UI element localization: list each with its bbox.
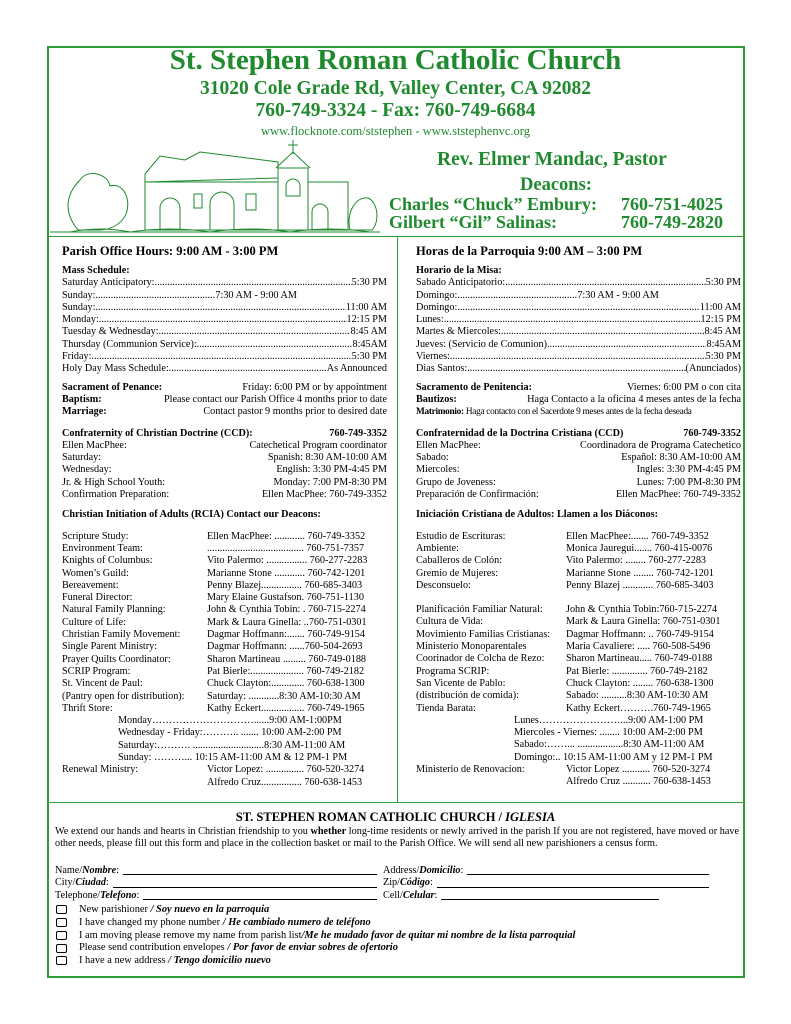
item-value: ...................................... 760-751-7357: [207, 542, 365, 554]
item-label: Confirmation Preparation:: [62, 489, 170, 501]
thrift-hours-line: Miercoles - Viernes: ........ 10:00 AM-2:00 PM: [514, 727, 703, 739]
item-label: St. Vincent de Paul:: [62, 678, 143, 690]
item-value: Catechetical Program coordinator: [249, 439, 387, 451]
leader-dots: [95, 290, 215, 302]
mass-day: Jueves: (Servicio de Comunion): [416, 338, 547, 350]
item-value: Vito Palermo: ................ 760-277-2283: [207, 555, 368, 567]
item-label: Women’s Guild:: [62, 567, 129, 579]
mass-day: Saturday Anticipatory:: [62, 277, 155, 289]
form-divider: [47, 802, 745, 803]
leader-dots: [95, 302, 345, 314]
mass-day: Thursday (Communion Service):: [62, 338, 197, 350]
checkbox-option[interactable]: [56, 917, 575, 930]
marriage-label-es: Matrimonio:: [416, 407, 464, 418]
leader-dots: [457, 302, 699, 314]
city-field[interactable]: City/ Ciudad :: [55, 877, 383, 889]
mass-time: 5:30 PM: [705, 277, 741, 289]
leader-dots: [91, 351, 351, 363]
ministries-list: [62, 531, 387, 715]
list-item: [416, 690, 741, 702]
office-hours-es: Horas de la Parroquia 9:00 AM – 3:00 PM: [416, 244, 643, 258]
list-item: [416, 703, 741, 715]
form-checkboxes: [56, 904, 575, 968]
list-item: [62, 464, 387, 476]
item-value: Ellen MacPhee: 760-749-3352: [261, 489, 387, 501]
renewal-contact-1-es: Victor Lopez ........... 760-520-3274: [566, 763, 711, 775]
item-value: Dagmar Hoffmann: ......760-504-2693: [207, 641, 363, 653]
item-value: Penny Blazej ............ 760-685-3403: [566, 579, 714, 591]
option-text-es: / Tengo domicilio nuevo: [168, 955, 271, 967]
baptism-label-es: Bautizos:: [416, 393, 457, 405]
marriage-text-es: Haga contacto con el Sacerdote 9 meses antes de la fecha deseada: [465, 407, 692, 418]
mass-time: 5:30 PM: [351, 351, 387, 363]
item-label: Single Parent Ministry:: [62, 641, 158, 653]
church-websites[interactable]: www.flocknote.com/ststephen - www.ststephenvc.org: [261, 124, 530, 138]
office-hours: Parish Office Hours: 9:00 AM - 3:00 PM: [62, 244, 279, 258]
penance-label-es: Sacramento de Penitencia:: [416, 381, 532, 393]
leader-dots: [547, 339, 706, 351]
item-value: Sharon Martineau ......... 760-749-0188: [207, 653, 367, 665]
list-item: [416, 568, 741, 580]
item-value: Penny Blazej................ 760-685-3403: [207, 579, 363, 591]
form-intro: We extend our hands and hearts in Christian friendship to you whether long-time residents or newly arrived in the parish If you are not registered, have moved or have other needs, please fill out this form and place in the collection basket or mail to the Parish Office. We will send all new parishioners a census form.: [55, 826, 739, 850]
ccd-phone[interactable]: 760-749-3352: [329, 427, 387, 439]
list-item: [62, 580, 387, 592]
mass-row: [416, 314, 741, 326]
list-item: [416, 440, 741, 452]
item-label: Gremio de Mujeres:: [416, 567, 499, 579]
item-label: Ministerio Monoparentales: [416, 641, 527, 653]
item-value: Ingles: 3:30 PM-4:45 PM: [636, 464, 741, 476]
ccd-title-es: Confraternidad de la Doctrina Cristiana (CCD): [416, 427, 624, 439]
item-label: (Pantry open for distribution):: [62, 690, 185, 702]
item-value: Mark & Laura Ginella: 760-751-0301: [566, 616, 721, 628]
mass-time: 12:15 PM: [346, 314, 387, 326]
item-label: (distribución de comida):: [416, 690, 519, 702]
mass-day: Monday:: [62, 314, 99, 326]
address-field[interactable]: Address/ Domicilio :: [383, 865, 739, 877]
leader-dots: [457, 290, 577, 302]
ccd-list: [62, 440, 387, 501]
list-item: [416, 629, 741, 641]
list-item: [416, 641, 741, 653]
mass-time: 11:00 AM: [345, 301, 387, 313]
church-illustration: [50, 138, 380, 238]
item-value: Saturday: ............8:30 AM-10:30 AM: [207, 690, 361, 702]
list-item: [62, 452, 387, 464]
mass-schedule-list: [62, 277, 387, 375]
item-label: Ellen MacPhee:: [62, 439, 127, 451]
list-item: [62, 555, 387, 567]
item-label: Environment Team:: [62, 542, 143, 554]
item-label: Coorinador de Colcha de Rezo:: [416, 653, 545, 665]
checkbox-option[interactable]: [56, 904, 575, 917]
mass-row: [416, 290, 741, 302]
mass-row: [416, 277, 741, 289]
leader-dots: [155, 277, 352, 289]
item-value: Ellen MacPhee:....... 760-749-3352: [566, 530, 709, 542]
item-label: Scripture Study:: [62, 530, 129, 542]
item-value: Español: 8:30 AM-10:00 AM: [621, 452, 741, 464]
item-value: Ellen MacPhee: 760-749-3352: [615, 489, 741, 501]
checkbox[interactable]: [56, 905, 67, 914]
baptism-text: Please contact our Parish Office 4 months prior to date: [163, 393, 387, 405]
mass-time: 5:30 PM: [351, 277, 387, 289]
item-value: Monica Jauregui....... 760-415-0076: [566, 542, 713, 554]
list-item: [416, 489, 741, 501]
mass-time: 12:15 PM: [700, 314, 741, 326]
item-label: Bereavement:: [62, 579, 119, 591]
item-value: English: 3:30 PM-4:45 PM: [276, 464, 387, 476]
list-item: [416, 464, 741, 476]
item-label: San Vicente de Pablo:: [416, 677, 506, 689]
mass-time: 5:30 PM: [705, 351, 741, 363]
thrift-hours-es: [416, 715, 741, 764]
renewal-contact-1: Victor Lopez: ............... 760-520-3274: [207, 764, 365, 776]
form-title: ST. STEPHEN ROMAN CATHOLIC CHURCH / IGLESIA: [235, 810, 556, 824]
mass-day: Sunday:: [62, 289, 96, 301]
item-value: Dagmar Hoffmann: .. 760-749-9154: [566, 628, 714, 640]
item-label: Sabado:: [416, 452, 449, 464]
list-item: [62, 654, 387, 666]
mass-time: 8:45 AM: [350, 326, 387, 338]
column-divider: [397, 236, 398, 802]
mass-day: Sabado Anticipatorio:: [416, 277, 506, 289]
mass-schedule-list-es: [416, 277, 741, 375]
item-label: Jr. & High School Youth:: [62, 476, 166, 488]
option-text-en: New parishioner: [79, 904, 151, 915]
list-item: [62, 691, 387, 703]
list-item: [416, 555, 741, 567]
checkbox-option[interactable]: [56, 930, 575, 943]
mass-row: [62, 339, 387, 351]
checkbox-option[interactable]: [56, 955, 575, 968]
list-item: [416, 543, 741, 555]
mass-day: Sunday:: [62, 301, 96, 313]
thrift-hours-line: Monday…………………………......9:00 AM-1:00PM: [118, 715, 342, 727]
church-address: 31020 Cole Grade Rd, Valley Center, CA 92082: [200, 78, 591, 99]
option-text-en: Please send contribution envelopes: [79, 942, 228, 954]
list-item: [62, 592, 387, 604]
list-item: [62, 678, 387, 690]
item-value: Maria Cavaliere: ..... 760-508-5496: [566, 641, 711, 653]
mass-row: [62, 326, 387, 338]
item-value: Ellen MacPhee: ............ 760-749-3352: [207, 530, 366, 542]
item-label: Ellen MacPhee:: [416, 439, 481, 451]
leader-dots: [444, 314, 701, 326]
item-value: Dagmar Hoffmann:....... 760-749-9154: [207, 629, 365, 641]
mass-time: As Announced: [326, 363, 387, 375]
item-value: Coordinadora de Programa Catechetico: [580, 439, 741, 451]
list-item: [62, 666, 387, 678]
penance-text: Friday: 6:00 PM or by appointment: [242, 381, 387, 393]
mass-day: Tuesday & Wednesday:: [62, 326, 159, 338]
list-item: [416, 477, 741, 489]
left-column: [62, 244, 387, 789]
option-text-es: / Soy nuevo en la parroquia: [150, 904, 270, 915]
mass-time: 8:45AM: [706, 338, 741, 350]
item-label: Desconsuelo:: [416, 579, 471, 591]
deacons-label: Deacons:: [520, 175, 592, 195]
mass-schedule-label: Mass Schedule:: [62, 265, 130, 276]
list-item: [62, 543, 387, 555]
item-label: Culture of Life:: [62, 616, 126, 628]
item-value: Vito Palermo: ........ 760-277-2283: [566, 555, 707, 567]
baptism-text-es: Haga Contacto a la oficina 4 meses antes de la fecha: [527, 393, 741, 405]
leader-dots: [501, 326, 705, 338]
list-item: [62, 617, 387, 629]
penance-text-es: Viernes: 6:00 PM o con cita: [627, 381, 741, 393]
item-label: Preparación de Confirmación:: [416, 489, 539, 501]
thrift-hours-line: Wednesday - Friday:……….. ....... 10:00 AM-2:00 PM: [118, 727, 342, 739]
list-item: [62, 568, 387, 580]
list-item: [62, 703, 387, 715]
mass-day: Domingo:: [416, 301, 458, 313]
item-label: Programa SCRIP:: [416, 665, 490, 677]
mass-time: 8:45 AM: [704, 326, 741, 338]
option-text-en: I have changed my phone number: [79, 916, 223, 928]
mass-time: (Anunciados): [685, 363, 741, 375]
mass-row: [62, 314, 387, 326]
mass-row: [416, 363, 741, 375]
item-label: SCRIP Program:: [62, 665, 131, 677]
item-label: Wednesday:: [62, 464, 112, 476]
list-item: [416, 666, 741, 678]
mass-row: [62, 351, 387, 363]
item-value: Lunes: 7:00 PM-8:30 PM: [636, 476, 741, 488]
ministries-list-es-2: [416, 604, 741, 715]
item-value: Pat Bierle:..................... 760-749-2182: [207, 665, 365, 677]
item-value: Chuck Clayton:............. 760-638-1300: [207, 678, 365, 690]
list-item: [62, 629, 387, 641]
rcia-title-es: Iniciación Cristiana de Adultos: Llamen a los Diáconos:: [416, 509, 658, 521]
form-fields: [55, 865, 739, 902]
list-item: [416, 531, 741, 543]
item-value: Chuck Clayton: ........ 760-638-1300: [566, 677, 714, 689]
mass-day: Holy Day Mass Schedule:: [62, 363, 169, 375]
mass-row: [62, 277, 387, 289]
item-value: Monday: 7:00 PM-8:30 PM: [273, 476, 387, 488]
mass-day: Lunes:: [416, 314, 444, 326]
mass-row: [416, 326, 741, 338]
item-value: Sabado: ..........8:30 AM-10:30 AM: [566, 690, 709, 702]
rcia-title: Christian Initiation of Adults (RCIA) Contact our Deacons:: [62, 509, 321, 521]
name-field[interactable]: Name/ Nombre :: [55, 865, 383, 877]
baptism-label: Baptism:: [62, 393, 102, 405]
deacon-1-name: Charles “Chuck” Embury:: [389, 194, 598, 214]
item-value: Kathy Eckert……….760-749-1965: [566, 702, 711, 714]
deacon-2-name: Gilbert “Gil” Salinas:: [389, 212, 558, 232]
pastor-name: Rev. Elmer Mandac, Pastor: [437, 149, 667, 170]
checkbox-option[interactable]: [56, 942, 575, 955]
list-item: [62, 477, 387, 489]
item-value: Mary Elaine Gustafson. 760-751-1130: [207, 592, 364, 604]
checkbox[interactable]: [56, 956, 67, 965]
item-value: Mark & Laura Ginella: ..760-751-0301: [207, 616, 367, 628]
item-value: Spanish: 8:30 AM-10:00 AM: [267, 452, 387, 464]
renewal-label: Renewal Ministry:: [62, 764, 139, 776]
item-label: Grupo de Joveness:: [416, 476, 496, 488]
thrift-hours-line: Sabado:……... ..................8:30 AM-11:00 AM: [514, 739, 705, 751]
mass-row: [62, 290, 387, 302]
list-item: [416, 452, 741, 464]
renewal-label-es: Ministerio de Renovacion:: [416, 763, 525, 775]
mass-day: Domingo:: [416, 289, 458, 301]
list-item: [62, 440, 387, 452]
item-label: Knights of Columbus:: [62, 555, 153, 567]
option-text-es: / Por favor de enviar sobres de ofertorio: [227, 942, 398, 954]
item-label: Caballeros de Colón:: [416, 555, 503, 567]
mass-day: Viernes:: [416, 351, 450, 363]
cell-field[interactable]: Cell/ Celular :: [383, 890, 739, 902]
ccd-title: Confraternity of Christian Doctrine (CCD):: [62, 427, 253, 439]
checkbox[interactable]: [56, 918, 67, 927]
item-value: Marianne Stone ............ 760-742-1201: [207, 567, 366, 579]
option-text-es: /Me he mudado favor de quitar mi nombre de la lista parroquial: [301, 929, 576, 941]
item-label: Miercoles:: [416, 464, 460, 476]
item-label: Natural Family Planning:: [62, 604, 166, 616]
mass-time: 7:30 AM - 9:00 AM: [577, 289, 659, 301]
leader-dots: [505, 277, 705, 289]
mass-schedule-label-es: Horario de la Misa:: [416, 265, 502, 276]
list-item: [416, 580, 741, 592]
list-item: [416, 604, 741, 616]
list-item: [416, 616, 741, 628]
marriage-text: Contact pastor 9 months prior to desired date: [203, 406, 387, 418]
mass-row: [62, 302, 387, 314]
thrift-hours-line: Domingo:.. 10:15 AM-11:00 AM y 12 PM-1 PM: [514, 751, 713, 763]
item-label: Ambiente:: [416, 542, 460, 554]
option-text-en: I have a new address: [79, 955, 169, 967]
mass-row: [62, 363, 387, 375]
mass-day: Friday:: [62, 351, 92, 363]
item-label: Cultura de Vida:: [416, 616, 484, 628]
zip-field[interactable]: Zip/ Código :: [383, 877, 739, 889]
checkbox[interactable]: [56, 944, 67, 953]
penance-label: Sacrament of Penance:: [62, 381, 163, 393]
right-column: [416, 244, 741, 789]
mass-time: 8:45AM: [352, 338, 387, 350]
leader-dots: [197, 339, 353, 351]
mass-time: 11:00 AM: [699, 301, 741, 313]
thrift-hours: [62, 715, 387, 764]
thrift-hours-line: Sunday: ………... 10:15 AM-11:00 AM & 12 PM-1 PM: [118, 751, 348, 763]
leader-dots: [159, 326, 351, 338]
mass-row: [416, 339, 741, 351]
marriage-label: Marriage:: [62, 406, 107, 418]
option-text-en: I am moving please remove my name from parish list: [79, 929, 302, 941]
header-divider: [47, 236, 745, 237]
mass-day: Dias Santos:: [416, 363, 468, 375]
mass-row: [416, 302, 741, 314]
church-title: St. Stephen Roman Catholic Church: [169, 44, 622, 76]
item-label: Prayer Quilts Coordinator:: [62, 653, 171, 665]
item-value: Pat Bierle: .............. 760-749-2182: [566, 665, 708, 677]
deacon-1-phone[interactable]: 760-751-4025: [621, 194, 723, 214]
deacon-2-phone[interactable]: 760-749-2820: [621, 212, 723, 232]
church-phone: 760-749-3324 - Fax: 760-749-6684: [255, 100, 536, 121]
item-label: Movimiento Familias Cristianas:: [416, 628, 551, 640]
item-label: Thrift Store:: [62, 702, 113, 714]
mass-day: Martes & Miercoles:: [416, 326, 501, 338]
list-item: [62, 604, 387, 616]
ccd-phone-es[interactable]: 760-749-3352: [683, 427, 741, 439]
item-value: John & Cynthia Tobin:760-715-2274: [566, 604, 718, 616]
item-label: Saturday:: [62, 452, 102, 464]
list-item: [416, 678, 741, 690]
item-label: Funeral Director:: [62, 592, 133, 604]
item-value: Marianne Stone ........ 760-742-1201: [566, 567, 714, 579]
telephone-field[interactable]: Telephone/ Telefono :: [55, 890, 383, 902]
ccd-list-es: [416, 440, 741, 501]
leader-dots: [450, 351, 706, 363]
list-item: [62, 641, 387, 653]
item-value: Kathy Eckert................. 760-749-1965: [207, 702, 365, 714]
leader-dots: [99, 314, 347, 326]
checkbox[interactable]: [56, 931, 67, 940]
item-label: Planificación Familiar Natural:: [416, 604, 543, 616]
item-value: Sharon Martineau..... 760-749-0188: [566, 653, 713, 665]
list-item: [62, 489, 387, 501]
list-item: [416, 653, 741, 665]
ministries-list-es: [416, 531, 741, 592]
thrift-hours-line: Saturday:………. ............................8:30 AM-11:00 AM: [118, 739, 346, 751]
renewal-contact-2-es: Alfredo Cruz ........... 760-638-1453: [566, 776, 711, 788]
mass-row: [416, 351, 741, 363]
option-text-es: / He cambiado numero de teléfono: [222, 916, 371, 928]
item-label: Tienda Barata:: [416, 702, 476, 714]
item-label: Christian Family Movement:: [62, 629, 181, 641]
list-item: [62, 531, 387, 543]
item-label: Estudio de Escrituras:: [416, 530, 506, 542]
mass-time: 7:30 AM - 9:00 AM: [215, 289, 297, 301]
thrift-hours-line: Lunes……………………...9:00 AM-1:00 PM: [514, 714, 704, 726]
leader-dots: [169, 363, 327, 375]
renewal-contact-2: Alfredo Cruz................ 760-638-1453: [207, 776, 363, 788]
item-value: John & Cynthia Tobin: . 760-715-2274: [207, 604, 366, 616]
leader-dots: [467, 363, 685, 375]
